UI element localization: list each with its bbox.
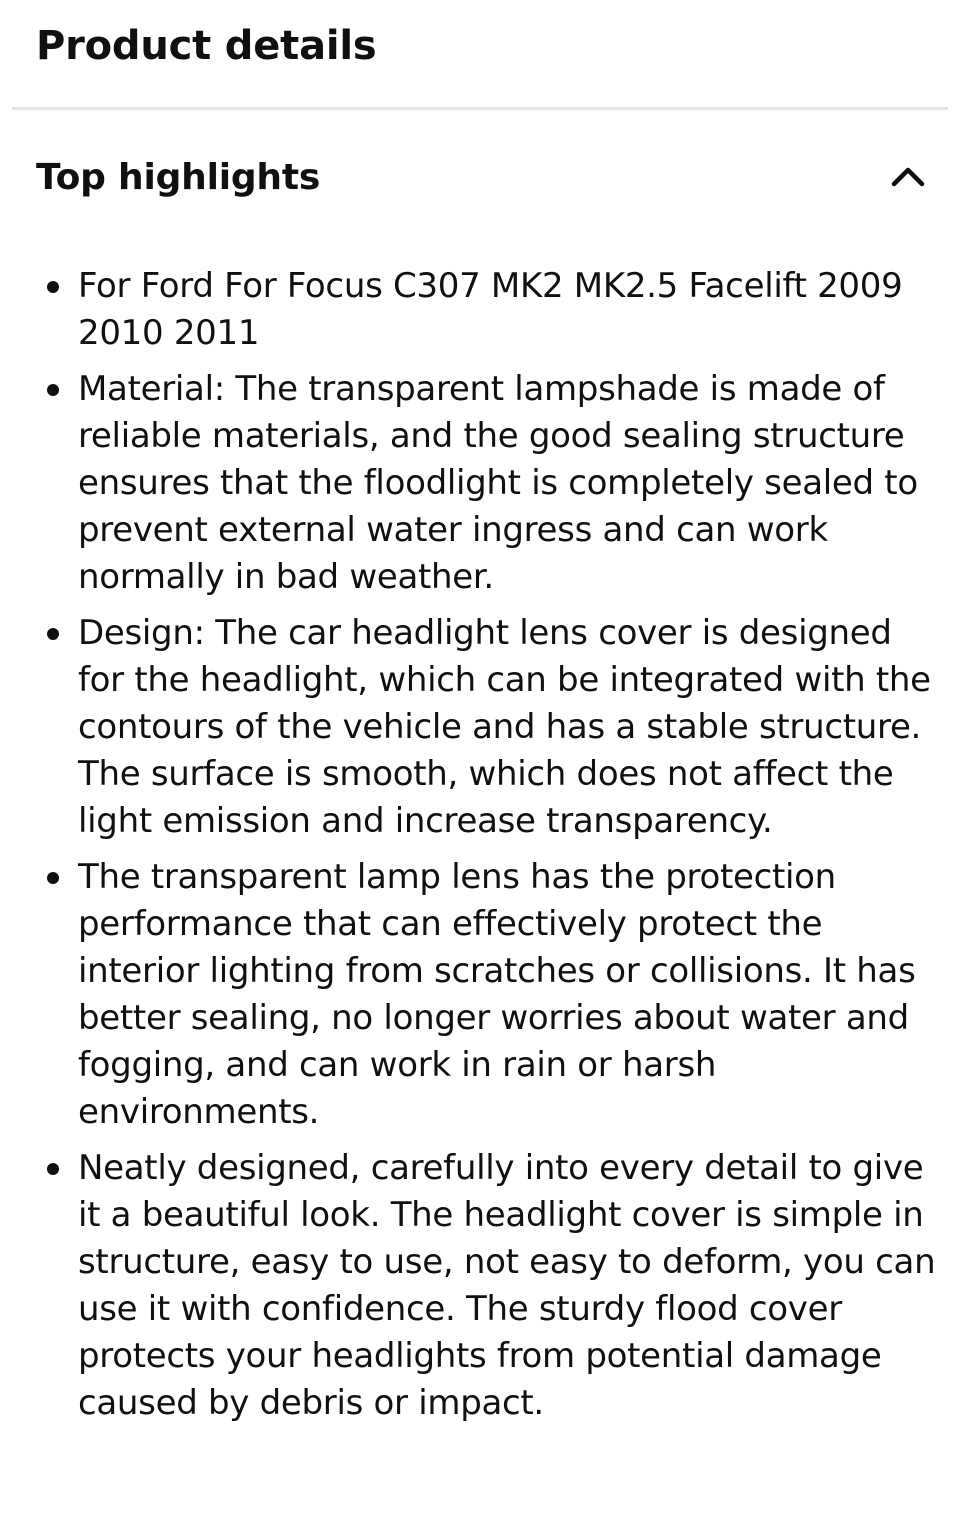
highlight-text: Neatly designed, carefully into every detail to give it a beautiful look. The headlight cover is simple in structure, easy to use, not easy to deform, you can use it with confidence. The sturdy flood cover protects your headlights from potential damage caused by debris or impact. (78, 1148, 936, 1423)
section-divider (12, 107, 948, 110)
highlight-text: The transparent lamp lens has the protection performance that can effectively protect the interior lighting from scratches or collisions. It has better sealing, no longer worries about water and fogging, and can work in rain or harsh environments. (78, 857, 916, 1132)
section-title: Top highlights (36, 157, 321, 198)
bullet-dot (47, 1163, 59, 1175)
bullet-dot (47, 872, 59, 884)
top-highlights-toggle[interactable] (36, 148, 936, 208)
bullet-dot (47, 628, 59, 640)
highlight-text: Design: The car headlight lens cover is designed for the headlight, which can be integrated with the contours of the vehicle and has a stable structure. The surface is smooth, which does not affect the light emission and increase transparency. (78, 613, 931, 841)
highlight-text: Material: The transparent lampshade is made of reliable materials, and the good sealing structure ensures that the floodlight is completely sealed to prevent external water ingress and can work normally in bad weather. (78, 369, 918, 597)
bullet-dot (47, 281, 59, 293)
highlight-item (0, 1145, 960, 1427)
highlights-list (0, 263, 960, 1436)
highlight-item (0, 263, 960, 357)
highlight-text: For Ford For Focus C307 MK2 MK2.5 Facelift 2009 2010 2011 (78, 266, 903, 353)
highlight-item (0, 854, 960, 1136)
highlight-item (0, 610, 960, 845)
page-title: Product details (36, 23, 377, 69)
bullet-dot (47, 384, 59, 396)
highlight-item (0, 366, 960, 601)
chevron-up-icon[interactable] (890, 160, 926, 190)
